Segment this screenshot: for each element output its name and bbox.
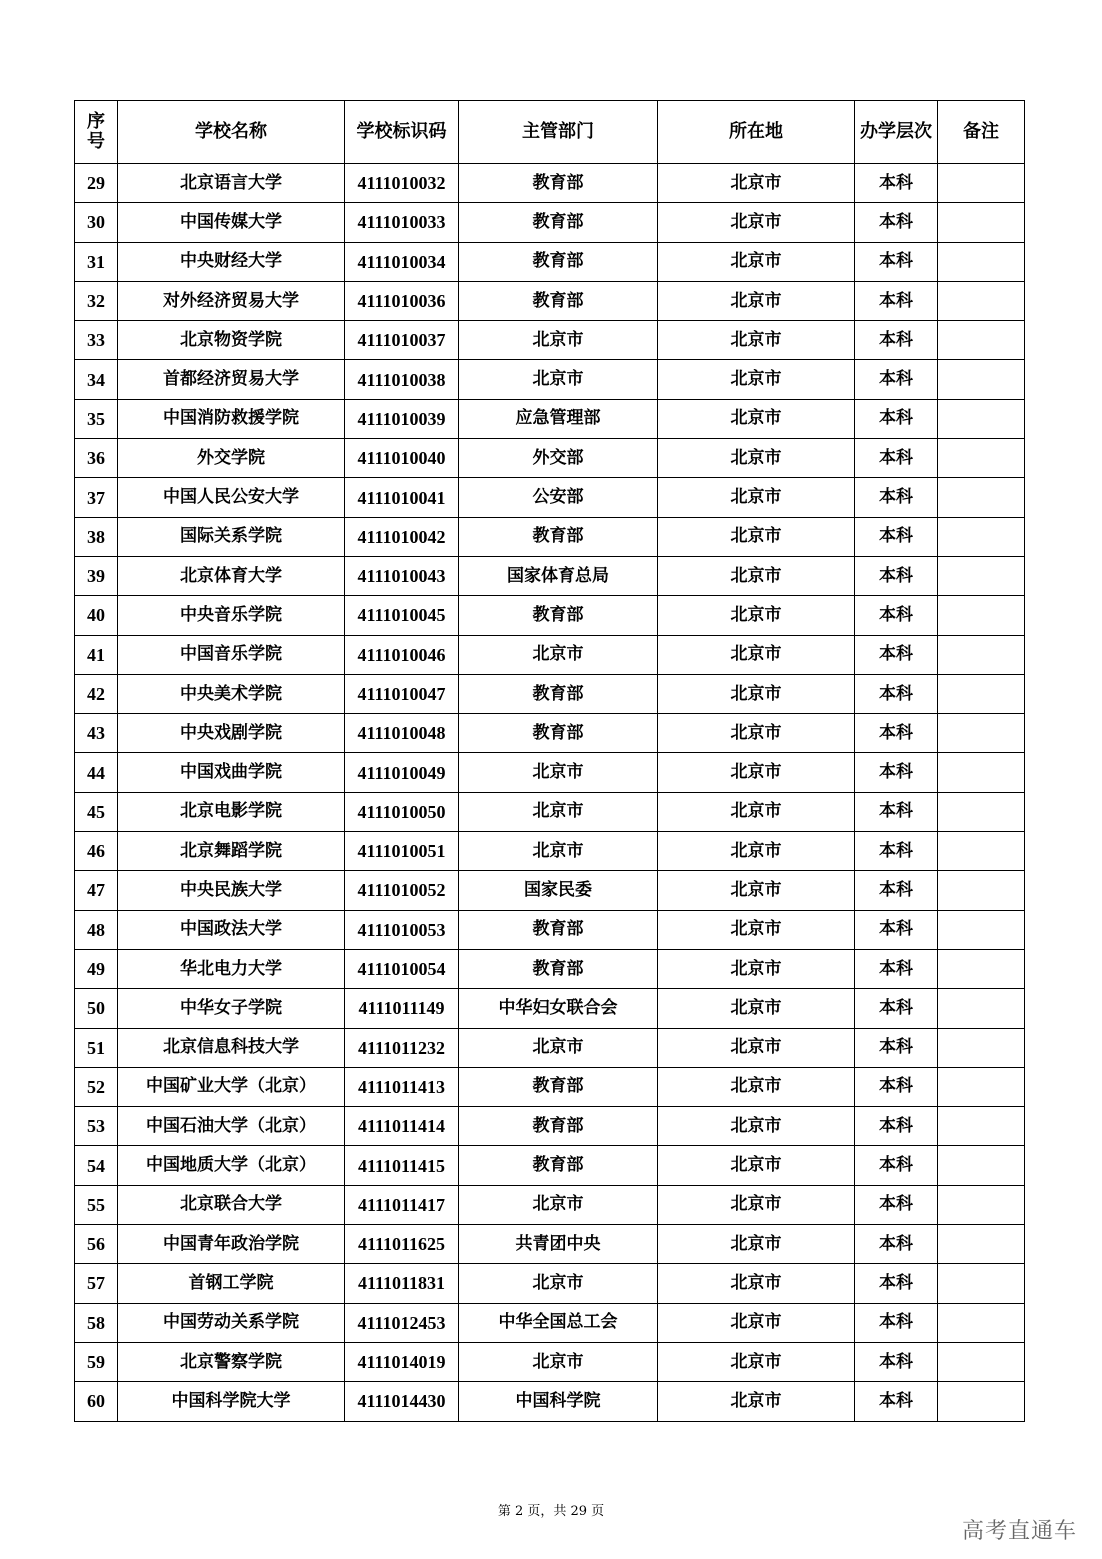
cell-note (938, 596, 1025, 635)
table-row (75, 1342, 1025, 1381)
cell-school-code: 4111011149 (345, 989, 459, 1028)
cell-seq: 35 (75, 399, 118, 438)
cell-school-code: 4111010038 (345, 360, 459, 399)
cell-school-name: 中国音乐学院 (118, 635, 345, 674)
cell-level: 本科 (855, 832, 938, 871)
cell-location: 北京市 (658, 1185, 855, 1224)
cell-school-code: 4111010040 (345, 439, 459, 478)
cell-location: 北京市 (658, 556, 855, 595)
cell-school-name: 中国矿业大学（北京） (118, 1067, 345, 1106)
cell-level: 本科 (855, 753, 938, 792)
cell-level: 本科 (855, 1185, 938, 1224)
cell-department: 公安部 (459, 478, 658, 517)
cell-location: 北京市 (658, 1225, 855, 1264)
cell-department: 北京市 (459, 1028, 658, 1067)
table-row (75, 439, 1025, 478)
cell-location: 北京市 (658, 439, 855, 478)
table-row (75, 674, 1025, 713)
cell-location: 北京市 (658, 1107, 855, 1146)
cell-location: 北京市 (658, 792, 855, 831)
cell-note (938, 635, 1025, 674)
cell-school-name: 北京警察学院 (118, 1342, 345, 1381)
table-row (75, 1225, 1025, 1264)
table-row (75, 1185, 1025, 1224)
cell-seq: 47 (75, 871, 118, 910)
cell-location: 北京市 (658, 360, 855, 399)
cell-note (938, 1028, 1025, 1067)
table-row (75, 635, 1025, 674)
cell-department: 教育部 (459, 164, 658, 203)
cell-school-name: 北京信息科技大学 (118, 1028, 345, 1067)
cell-school-code: 4111010033 (345, 203, 459, 242)
cell-department: 北京市 (459, 753, 658, 792)
cell-note (938, 399, 1025, 438)
table-row (75, 949, 1025, 988)
cell-location: 北京市 (658, 596, 855, 635)
cell-level: 本科 (855, 1382, 938, 1421)
cell-seq: 31 (75, 242, 118, 281)
cell-school-name: 中央财经大学 (118, 242, 345, 281)
table-row (75, 203, 1025, 242)
cell-school-code: 4111010046 (345, 635, 459, 674)
cell-location: 北京市 (658, 1067, 855, 1106)
cell-school-name: 华北电力大学 (118, 949, 345, 988)
cell-note (938, 1342, 1025, 1381)
cell-department: 北京市 (459, 360, 658, 399)
table-row (75, 871, 1025, 910)
cell-department: 北京市 (459, 321, 658, 360)
cell-location: 北京市 (658, 1264, 855, 1303)
cell-department: 教育部 (459, 910, 658, 949)
cell-note (938, 556, 1025, 595)
cell-level: 本科 (855, 360, 938, 399)
cell-note (938, 517, 1025, 556)
cell-department: 中华妇女联合会 (459, 989, 658, 1028)
table-row (75, 1146, 1025, 1185)
cell-seq: 29 (75, 164, 118, 203)
cell-level: 本科 (855, 242, 938, 281)
cell-location: 北京市 (658, 1382, 855, 1421)
cell-location: 北京市 (658, 674, 855, 713)
cell-level: 本科 (855, 1225, 938, 1264)
cell-level: 本科 (855, 714, 938, 753)
cell-department: 中华全国总工会 (459, 1303, 658, 1342)
cell-level: 本科 (855, 517, 938, 556)
cell-level: 本科 (855, 478, 938, 517)
cell-seq: 42 (75, 674, 118, 713)
cell-department: 北京市 (459, 792, 658, 831)
cell-level: 本科 (855, 321, 938, 360)
cell-location: 北京市 (658, 714, 855, 753)
cell-location: 北京市 (658, 242, 855, 281)
table-row (75, 242, 1025, 281)
cell-school-code: 4111011414 (345, 1107, 459, 1146)
cell-note (938, 360, 1025, 399)
cell-seq: 37 (75, 478, 118, 517)
cell-level: 本科 (855, 203, 938, 242)
table-row (75, 399, 1025, 438)
cell-seq: 58 (75, 1303, 118, 1342)
table-row (75, 517, 1025, 556)
cell-school-name: 北京电影学院 (118, 792, 345, 831)
cell-seq: 51 (75, 1028, 118, 1067)
cell-school-name: 北京物资学院 (118, 321, 345, 360)
cell-seq: 59 (75, 1342, 118, 1381)
cell-school-name: 中国劳动关系学院 (118, 1303, 345, 1342)
cell-school-code: 4111011417 (345, 1185, 459, 1224)
cell-seq: 36 (75, 439, 118, 478)
cell-school-name: 首钢工学院 (118, 1264, 345, 1303)
cell-note (938, 792, 1025, 831)
cell-department: 中国科学院 (459, 1382, 658, 1421)
header-location: 所在地 (658, 101, 855, 164)
table-row (75, 910, 1025, 949)
cell-location: 北京市 (658, 281, 855, 320)
table-row (75, 164, 1025, 203)
cell-school-code: 4111010051 (345, 832, 459, 871)
cell-level: 本科 (855, 635, 938, 674)
cell-school-name: 中国传媒大学 (118, 203, 345, 242)
cell-level: 本科 (855, 1107, 938, 1146)
cell-seq: 39 (75, 556, 118, 595)
table-row (75, 1264, 1025, 1303)
cell-school-name: 中华女子学院 (118, 989, 345, 1028)
cell-school-name: 中国戏曲学院 (118, 753, 345, 792)
table-row (75, 792, 1025, 831)
table-row (75, 753, 1025, 792)
cell-seq: 32 (75, 281, 118, 320)
cell-seq: 33 (75, 321, 118, 360)
header-seq: 序号 (75, 101, 118, 164)
cell-note (938, 674, 1025, 713)
cell-seq: 50 (75, 989, 118, 1028)
cell-school-name: 中国人民公安大学 (118, 478, 345, 517)
cell-location: 北京市 (658, 832, 855, 871)
header-note: 备注 (938, 101, 1025, 164)
cell-location: 北京市 (658, 1303, 855, 1342)
cell-school-code: 4111010043 (345, 556, 459, 595)
cell-seq: 54 (75, 1146, 118, 1185)
cell-location: 北京市 (658, 321, 855, 360)
cell-seq: 56 (75, 1225, 118, 1264)
cell-location: 北京市 (658, 478, 855, 517)
cell-location: 北京市 (658, 1028, 855, 1067)
table-row (75, 1028, 1025, 1067)
cell-note (938, 478, 1025, 517)
table-row (75, 989, 1025, 1028)
cell-school-name: 中国科学院大学 (118, 1382, 345, 1421)
cell-note (938, 714, 1025, 753)
cell-school-name: 国际关系学院 (118, 517, 345, 556)
cell-department: 北京市 (459, 635, 658, 674)
cell-seq: 60 (75, 1382, 118, 1421)
cell-note (938, 1067, 1025, 1106)
table-row (75, 832, 1025, 871)
cell-level: 本科 (855, 596, 938, 635)
cell-location: 北京市 (658, 989, 855, 1028)
cell-department: 教育部 (459, 596, 658, 635)
cell-school-name: 中国石油大学（北京） (118, 1107, 345, 1146)
cell-department: 国家体育总局 (459, 556, 658, 595)
cell-note (938, 1264, 1025, 1303)
cell-school-name: 中国政法大学 (118, 910, 345, 949)
cell-note (938, 910, 1025, 949)
cell-note (938, 832, 1025, 871)
cell-location: 北京市 (658, 753, 855, 792)
cell-level: 本科 (855, 674, 938, 713)
cell-seq: 49 (75, 949, 118, 988)
cell-school-name: 中央民族大学 (118, 871, 345, 910)
cell-department: 应急管理部 (459, 399, 658, 438)
cell-school-code: 4111010034 (345, 242, 459, 281)
cell-school-code: 4111010045 (345, 596, 459, 635)
cell-department: 教育部 (459, 517, 658, 556)
cell-department: 教育部 (459, 949, 658, 988)
cell-seq: 34 (75, 360, 118, 399)
cell-note (938, 1303, 1025, 1342)
cell-note (938, 989, 1025, 1028)
cell-department: 教育部 (459, 281, 658, 320)
cell-level: 本科 (855, 792, 938, 831)
cell-seq: 46 (75, 832, 118, 871)
cell-level: 本科 (855, 1146, 938, 1185)
table-row (75, 596, 1025, 635)
watermark: 高考直通车 (962, 1519, 1078, 1544)
cell-seq: 38 (75, 517, 118, 556)
cell-school-code: 4111012453 (345, 1303, 459, 1342)
cell-level: 本科 (855, 399, 938, 438)
cell-school-name: 外交学院 (118, 439, 345, 478)
cell-school-code: 4111011415 (345, 1146, 459, 1185)
cell-department: 北京市 (459, 832, 658, 871)
cell-school-name: 北京语言大学 (118, 164, 345, 203)
cell-school-code: 4111011831 (345, 1264, 459, 1303)
cell-note (938, 281, 1025, 320)
cell-school-code: 4111010036 (345, 281, 459, 320)
table-row (75, 1382, 1025, 1421)
cell-school-name: 北京体育大学 (118, 556, 345, 595)
table-row (75, 478, 1025, 517)
cell-note (938, 242, 1025, 281)
university-table (74, 100, 1025, 1422)
cell-seq: 43 (75, 714, 118, 753)
cell-note (938, 949, 1025, 988)
table-row (75, 281, 1025, 320)
cell-note (938, 1107, 1025, 1146)
cell-school-name: 中央美术学院 (118, 674, 345, 713)
cell-department: 教育部 (459, 674, 658, 713)
cell-seq: 40 (75, 596, 118, 635)
cell-location: 北京市 (658, 203, 855, 242)
table-row (75, 321, 1025, 360)
cell-seq: 30 (75, 203, 118, 242)
cell-school-name: 中央音乐学院 (118, 596, 345, 635)
cell-department: 北京市 (459, 1185, 658, 1224)
cell-seq: 57 (75, 1264, 118, 1303)
cell-department: 教育部 (459, 1067, 658, 1106)
cell-department: 外交部 (459, 439, 658, 478)
cell-location: 北京市 (658, 164, 855, 203)
cell-department: 北京市 (459, 1264, 658, 1303)
header-name: 学校名称 (118, 101, 345, 164)
cell-level: 本科 (855, 871, 938, 910)
table-row (75, 556, 1025, 595)
cell-level: 本科 (855, 439, 938, 478)
cell-school-code: 4111010050 (345, 792, 459, 831)
cell-school-name: 中国地质大学（北京） (118, 1146, 345, 1185)
cell-seq: 41 (75, 635, 118, 674)
cell-seq: 52 (75, 1067, 118, 1106)
header-dept: 主管部门 (459, 101, 658, 164)
cell-seq: 48 (75, 910, 118, 949)
cell-level: 本科 (855, 281, 938, 320)
cell-location: 北京市 (658, 517, 855, 556)
cell-location: 北京市 (658, 1146, 855, 1185)
cell-note (938, 1225, 1025, 1264)
cell-school-name: 对外经济贸易大学 (118, 281, 345, 320)
cell-school-code: 4111010052 (345, 871, 459, 910)
cell-level: 本科 (855, 1303, 938, 1342)
cell-level: 本科 (855, 1264, 938, 1303)
cell-school-code: 4111011232 (345, 1028, 459, 1067)
table-row (75, 714, 1025, 753)
cell-school-code: 4111010037 (345, 321, 459, 360)
cell-level: 本科 (855, 1028, 938, 1067)
cell-school-name: 首都经济贸易大学 (118, 360, 345, 399)
cell-seq: 53 (75, 1107, 118, 1146)
cell-note (938, 164, 1025, 203)
cell-note (938, 203, 1025, 242)
cell-school-code: 4111010048 (345, 714, 459, 753)
cell-department: 教育部 (459, 203, 658, 242)
table-header-row (75, 101, 1025, 164)
cell-school-name: 中央戏剧学院 (118, 714, 345, 753)
cell-location: 北京市 (658, 949, 855, 988)
table-row (75, 1107, 1025, 1146)
cell-level: 本科 (855, 949, 938, 988)
cell-note (938, 871, 1025, 910)
cell-department: 共青团中央 (459, 1225, 658, 1264)
table-body (75, 164, 1025, 1422)
cell-department: 教育部 (459, 242, 658, 281)
cell-note (938, 753, 1025, 792)
cell-school-code: 4111010054 (345, 949, 459, 988)
cell-seq: 55 (75, 1185, 118, 1224)
cell-school-code: 4111011625 (345, 1225, 459, 1264)
cell-school-code: 4111010053 (345, 910, 459, 949)
cell-school-code: 4111010041 (345, 478, 459, 517)
table-row (75, 1067, 1025, 1106)
cell-location: 北京市 (658, 399, 855, 438)
cell-location: 北京市 (658, 1342, 855, 1381)
cell-department: 教育部 (459, 714, 658, 753)
cell-level: 本科 (855, 989, 938, 1028)
cell-note (938, 1146, 1025, 1185)
cell-level: 本科 (855, 1342, 938, 1381)
cell-level: 本科 (855, 1067, 938, 1106)
cell-school-code: 4111010049 (345, 753, 459, 792)
cell-school-name: 中国消防救援学院 (118, 399, 345, 438)
cell-school-code: 4111010039 (345, 399, 459, 438)
cell-department: 北京市 (459, 1342, 658, 1381)
cell-location: 北京市 (658, 871, 855, 910)
cell-department: 教育部 (459, 1146, 658, 1185)
cell-note (938, 439, 1025, 478)
cell-note (938, 321, 1025, 360)
page-footer: 第 2 页，共 29 页 (497, 1504, 605, 1519)
cell-school-code: 4111014019 (345, 1342, 459, 1381)
cell-school-code: 4111010032 (345, 164, 459, 203)
cell-school-code: 4111011413 (345, 1067, 459, 1106)
cell-school-code: 4111010042 (345, 517, 459, 556)
cell-school-name: 中国青年政治学院 (118, 1225, 345, 1264)
cell-school-code: 4111014430 (345, 1382, 459, 1421)
cell-note (938, 1382, 1025, 1421)
header-level: 办学层次 (855, 101, 938, 164)
table-row (75, 360, 1025, 399)
table-row (75, 1303, 1025, 1342)
cell-seq: 44 (75, 753, 118, 792)
cell-note (938, 1185, 1025, 1224)
cell-department: 教育部 (459, 1107, 658, 1146)
cell-seq: 45 (75, 792, 118, 831)
cell-department: 国家民委 (459, 871, 658, 910)
cell-location: 北京市 (658, 635, 855, 674)
cell-school-name: 北京联合大学 (118, 1185, 345, 1224)
cell-school-name: 北京舞蹈学院 (118, 832, 345, 871)
header-code: 学校标识码 (345, 101, 459, 164)
cell-level: 本科 (855, 910, 938, 949)
cell-location: 北京市 (658, 910, 855, 949)
cell-level: 本科 (855, 164, 938, 203)
cell-school-code: 4111010047 (345, 674, 459, 713)
cell-level: 本科 (855, 556, 938, 595)
